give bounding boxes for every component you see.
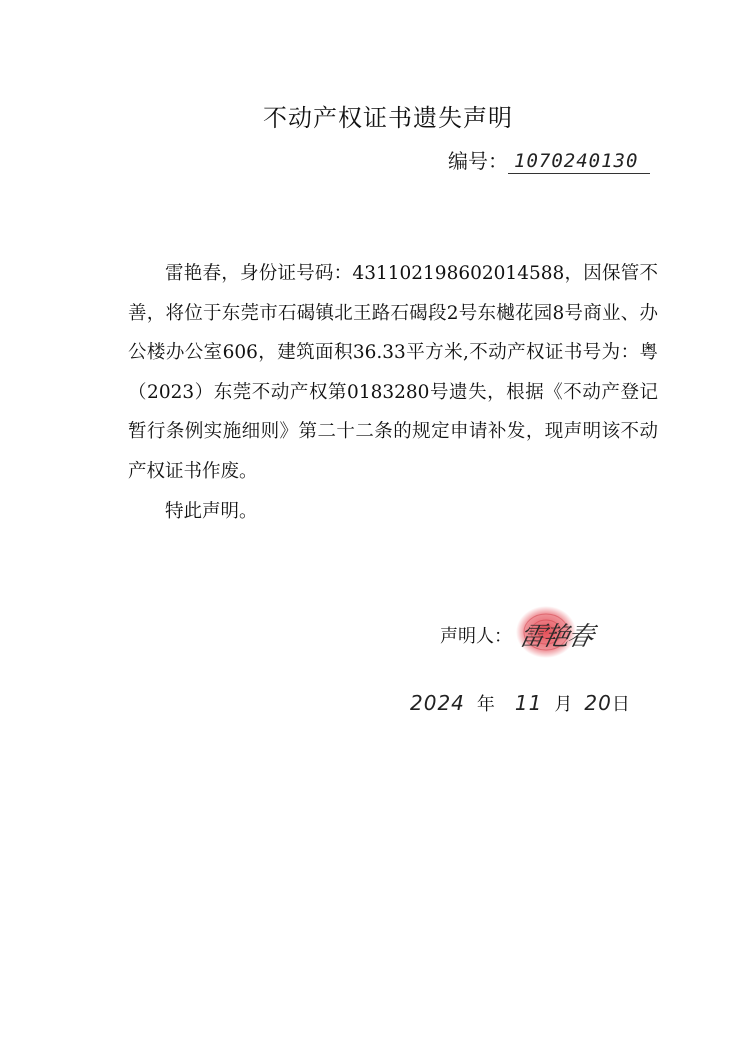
- signature-block: [514, 610, 624, 660]
- date-month: 11: [514, 691, 543, 715]
- document-title: 不动产权证书遗失声明: [263, 104, 513, 132]
- declarant-label: 声明人：: [440, 626, 512, 647]
- date-day-unit: 日: [611, 694, 630, 715]
- date-year-unit: 年: [476, 694, 495, 715]
- closing-statement: 特此声明。: [165, 501, 258, 522]
- serial-value: 1070240130: [508, 150, 650, 174]
- signature-row: [440, 610, 624, 660]
- date-day: 20: [584, 691, 612, 715]
- serial-label: 编号：: [448, 149, 508, 173]
- declaration-paragraph: 雷艳春，身份证号码：431102198602014588，因保管不善，将位于东莞市石碣镇北王路石碣段2号东樾花园8号商业、办公楼办公室606，建筑面积36.33平方米,不动产权证书号为：粤（2023）东莞不动产权第0183280号遗失，根据《不动产登记暂行条例实施细则》第二十二条的规定申请补发，现声明该不动产权证书作废。: [128, 263, 658, 482]
- handwritten-signature: 雷艳春: [516, 622, 595, 652]
- date-year: 2024: [410, 691, 465, 715]
- declaration-body: [128, 254, 658, 532]
- date-row: [410, 690, 630, 716]
- date-month-unit: 月: [554, 694, 573, 715]
- serial-number-row: [448, 145, 650, 174]
